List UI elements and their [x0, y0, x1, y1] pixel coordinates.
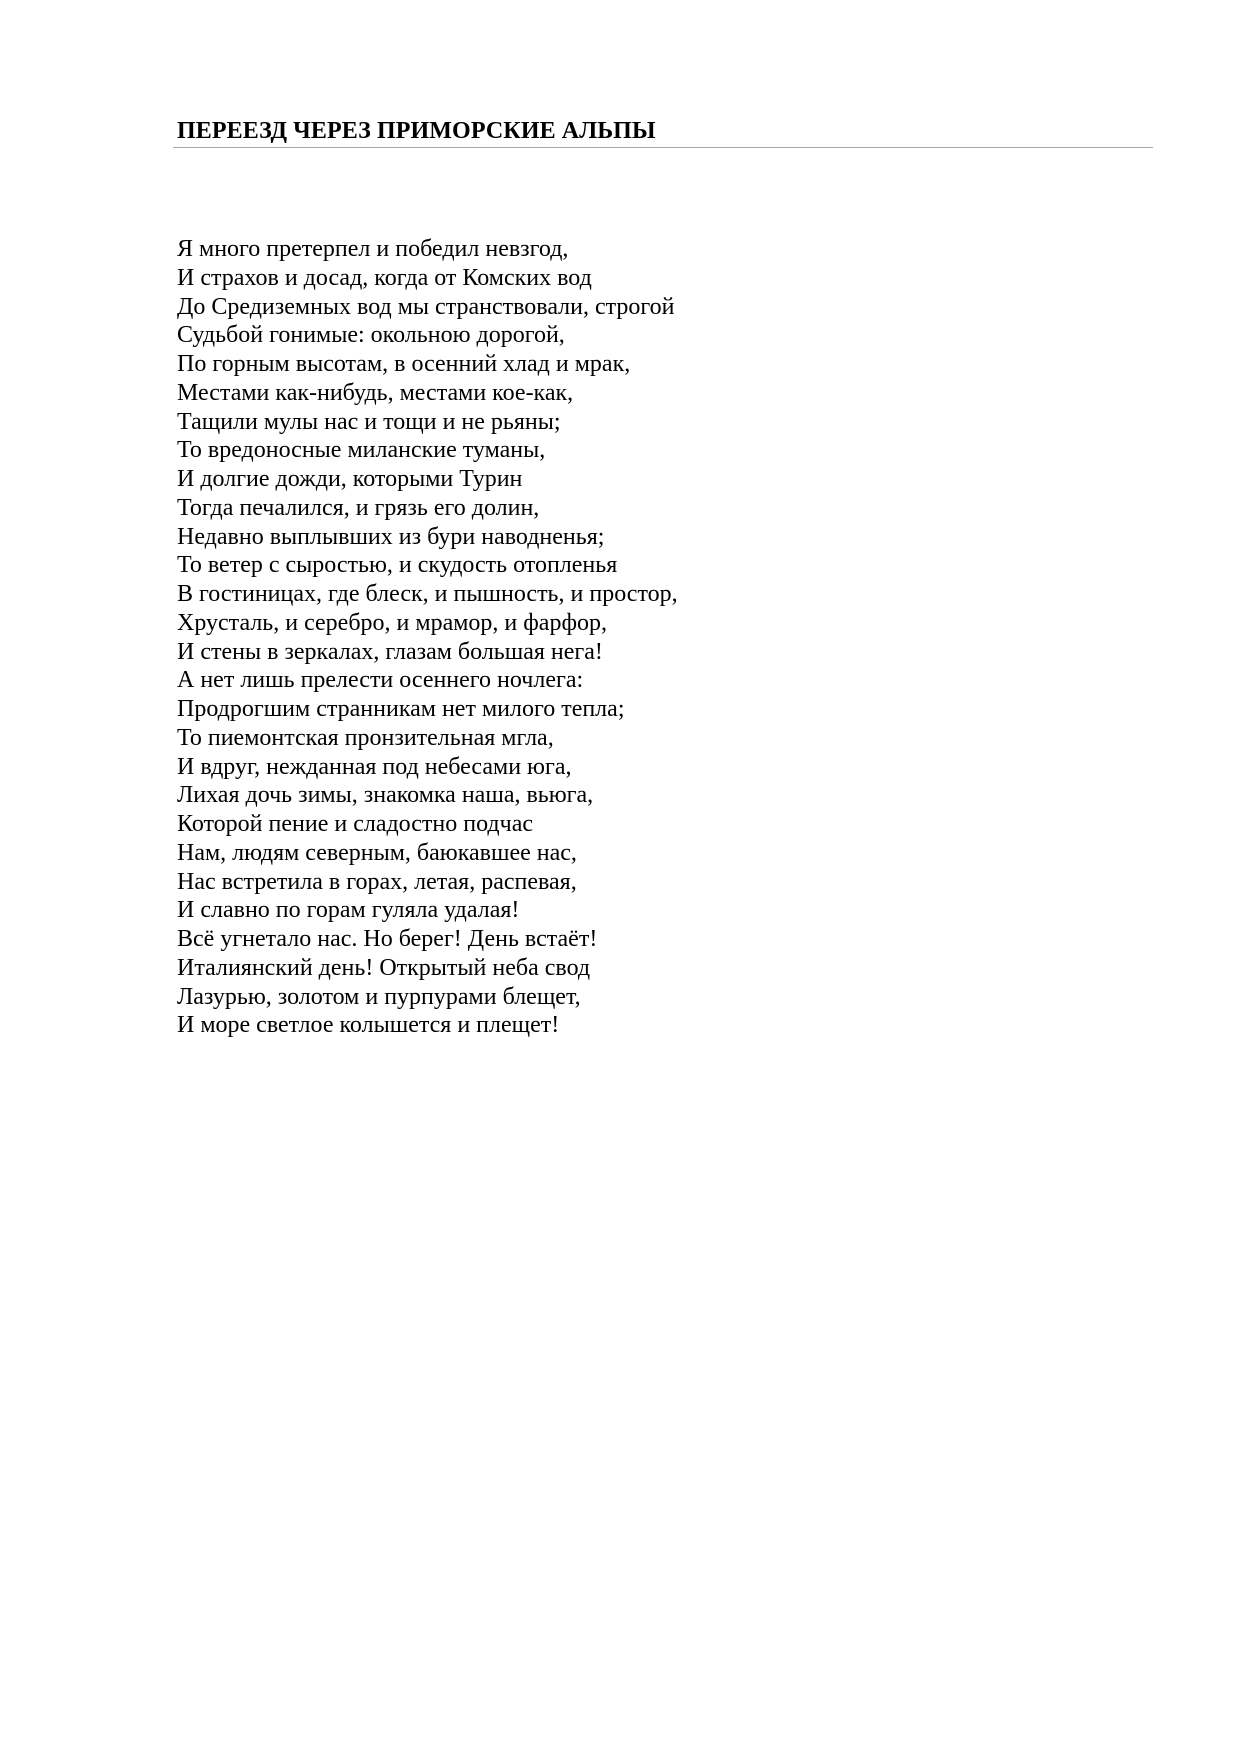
poem-line: И стены в зеркалах, глазам большая нега! [177, 638, 603, 665]
poem-line: Продрогшим странникам нет милого тепла; [177, 696, 625, 722]
poem-line: Я много претерпел и победил невзгод, [177, 236, 569, 262]
poem-line: Недавно выплывших из бури наводненья; [177, 523, 605, 550]
poem-line: Тащили мулы нас и тощи и не рьяны; [177, 408, 561, 435]
poem-line: По горным высотам, в осенний хлад и мрак, [177, 351, 631, 377]
page-title: ПЕРЕЕЗД ЧЕРЕЗ ПРИМОРСКИЕ АЛЬПЫ [177, 118, 656, 144]
poem-line: Судьбой гонимые: окольною дорогой, [177, 322, 565, 349]
poem-line: То ветер с сыростью, и скудость отопленья [177, 552, 618, 579]
poem-line: И море светлое колышется и плещет! [177, 1012, 560, 1039]
poem-line: Италиянский день! Открытый неба свод [177, 954, 591, 981]
poem-text [177, 235, 1077, 1040]
poem-line: Местами как-нибудь, местами кое-как, [177, 379, 574, 406]
title-underline-rule [173, 147, 1153, 148]
poem-line: Нам, людям северным, баюкавшее нас, [177, 839, 577, 866]
poem-line: А нет лишь прелести осеннего ночлега: [177, 667, 584, 694]
poem-line: В гостиницах, где блеск, и пышность, и простор, [177, 581, 678, 607]
poem-line: И вдруг, нежданная под небесами юга, [177, 753, 572, 780]
poem-line: И страхов и досад, когда от Комских вод [177, 264, 592, 291]
poem-line: То вредоносные миланские туманы, [177, 437, 546, 464]
poem-line: Нас встретила в горах, летая, распевая, [177, 868, 577, 895]
poem-line: Лазурью, золотом и пурпурами блещет, [177, 983, 581, 1010]
poem-line: То пиемонтская пронзительная мгла, [177, 724, 554, 751]
poem-line: И долгие дожди, которыми Турин [177, 466, 523, 492]
poem-line: И славно по горам гуляла удалая! [177, 897, 520, 924]
poem-line: Тогда печалился, и грязь его долин, [177, 494, 540, 521]
poem-line: До Средиземных вод мы странствовали, строгой [177, 293, 675, 320]
poem-line: Лихая дочь зимы, знакомка наша, вьюга, [177, 782, 594, 809]
poem-line: Всё угнетало нас. Но берег! День встаёт! [177, 926, 598, 952]
title-block [173, 116, 1153, 148]
poem-line: Которой пение и сладостно подчас [177, 811, 534, 837]
poem-line: Хрусталь, и серебро, и мрамор, и фарфор, [177, 609, 608, 636]
